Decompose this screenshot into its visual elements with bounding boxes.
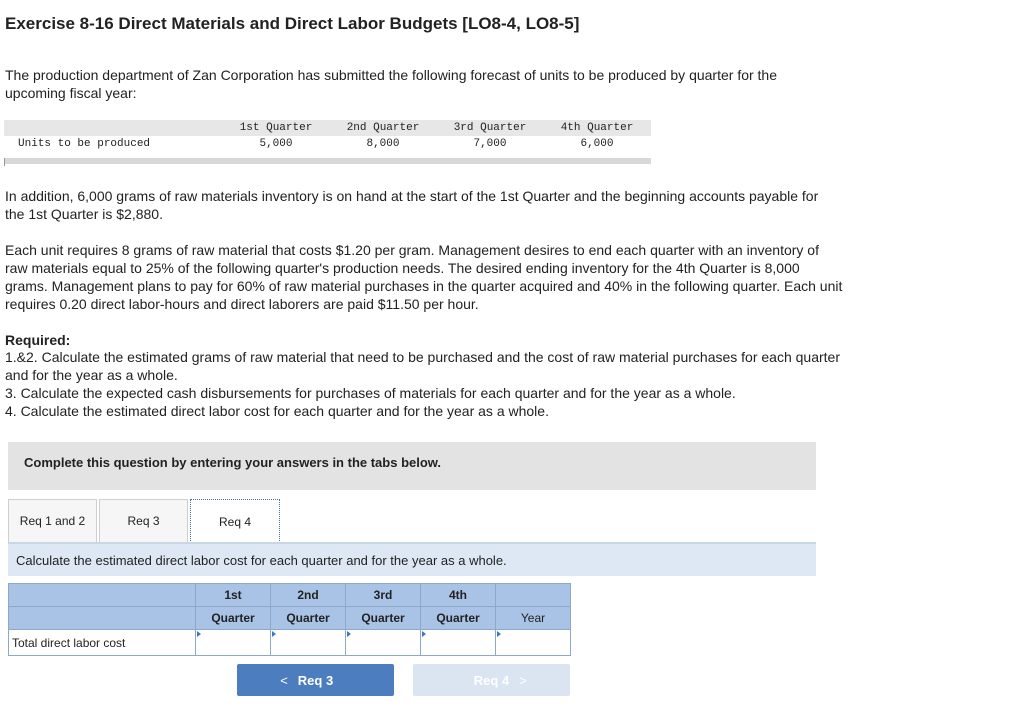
answer-header-row-bottom	[9, 607, 571, 630]
answer-header-row-top	[9, 584, 571, 607]
forecast-q3-header: 3rd Quarter	[453, 122, 527, 134]
answer-header-q3: 3rd	[346, 584, 421, 607]
paragraph-line: In addition, 6,000 grams of raw materials inventory is on hand at the start of the 1st Quarter and the beginning accounts payable for	[5, 188, 819, 204]
answer-header-year-top	[496, 584, 571, 607]
q3-labor-cost-input[interactable]	[346, 630, 420, 655]
year-labor-cost-input[interactable]	[496, 630, 570, 655]
paragraph-line: the 1st Quarter is $2,880.	[5, 206, 163, 222]
question-text: Calculate the estimated direct labor cost for each quarter and for the year as a whole.	[16, 553, 507, 568]
forecast-q3-value: 7,000	[473, 138, 507, 150]
requirements-paragraph	[5, 241, 910, 313]
answer-header-blank	[9, 584, 196, 607]
next-req-label: Req 4	[473, 672, 510, 688]
answer-cell-q4[interactable]	[421, 630, 496, 656]
input-marker-icon	[422, 631, 426, 637]
answer-cell-q1[interactable]	[196, 630, 271, 656]
answer-header-q4: 4th	[421, 584, 496, 607]
forecast-table-scrollbar[interactable]	[4, 158, 651, 164]
q2-labor-cost-input[interactable]	[271, 630, 345, 655]
answer-cell-q3[interactable]	[346, 630, 421, 656]
answer-row	[9, 630, 571, 656]
paragraph-line: grams. Management plans to pay for 60% of raw material purchases in the quarter acquired and 40% in the following quarter. Each unit	[5, 278, 843, 294]
q1-labor-cost-input[interactable]	[196, 630, 270, 655]
answer-header-q1: 1st	[196, 584, 271, 607]
input-marker-icon	[197, 631, 201, 637]
next-req-button[interactable]	[413, 664, 570, 696]
prev-req-button[interactable]	[237, 664, 394, 696]
forecast-q2-header: 2nd Quarter	[346, 122, 420, 134]
required-item: 4. Calculate the estimated direct labor cost for each quarter and for the year as a whole.	[5, 403, 549, 419]
inventory-paragraph	[5, 187, 910, 223]
forecast-q4-value: 6,000	[580, 138, 614, 150]
answer-cell-q2[interactable]	[271, 630, 346, 656]
tab-req-1-and-2[interactable]: Req 1 and 2	[8, 499, 97, 543]
prev-req-label: Req 3	[297, 672, 334, 688]
answer-header-quarter: Quarter	[196, 607, 271, 630]
answer-header-blank	[9, 607, 196, 630]
answer-table	[8, 583, 571, 656]
instructions-text: Complete this question by entering your answers in the tabs below.	[24, 455, 442, 470]
forecast-q1-header: 1st Quarter	[239, 122, 313, 134]
forecast-q4-header: 4th Quarter	[560, 122, 634, 134]
required-item: 3. Calculate the expected cash disbursements for purchases of materials for each quarter and for the year as a whole.	[5, 385, 736, 401]
answer-header-quarter: Quarter	[271, 607, 346, 630]
paragraph-line: Each unit requires 8 grams of raw material that costs $1.20 per gram. Management desires to end each quarter with an inventory of	[5, 242, 819, 258]
answer-header-q2: 2nd	[271, 584, 346, 607]
answer-header-quarter: Quarter	[346, 607, 421, 630]
required-list	[5, 348, 910, 420]
input-marker-icon	[497, 631, 501, 637]
forecast-table-edge	[4, 158, 5, 166]
chevron-right-icon: >	[519, 672, 527, 688]
tab-req-3[interactable]: Req 3	[99, 499, 188, 543]
intro-line: upcoming fiscal year:	[5, 85, 137, 101]
input-marker-icon	[272, 631, 276, 637]
chevron-left-icon: <	[280, 672, 288, 688]
q4-labor-cost-input[interactable]	[421, 630, 495, 655]
input-marker-icon	[347, 631, 351, 637]
forecast-row-label: Units to be produced	[18, 138, 151, 150]
forecast-q2-value: 8,000	[366, 138, 400, 150]
answer-header-year: Year	[496, 607, 571, 630]
intro-line: The production department of Zan Corporation has submitted the following forecast of units to be produced by quarter for the	[5, 67, 778, 83]
exercise-title: Exercise 8-16 Direct Materials and Direct Labor Budgets [LO8-4, LO8-5]	[5, 14, 580, 33]
intro-paragraph	[5, 66, 910, 102]
required-item: and for the year as a whole.	[5, 367, 178, 383]
paragraph-line: requires 0.20 direct labor-hours and direct laborers are paid $11.50 per hour.	[5, 296, 479, 312]
tab-req-4[interactable]: Req 4	[190, 499, 280, 543]
forecast-q1-value: 5,000	[259, 138, 293, 150]
required-item: 1.&2. Calculate the estimated grams of raw material that need to be purchased and the cost of raw material purchases for each quarter	[5, 349, 841, 365]
answer-header-quarter: Quarter	[421, 607, 496, 630]
answer-row-label: Total direct labor cost	[9, 630, 196, 656]
paragraph-line: raw materials equal to 25% of the following quarter's production needs. The desired ending inventory for the 4th Quarter is 8,000	[5, 260, 800, 276]
required-heading: Required:	[5, 332, 71, 348]
answer-cell-year[interactable]	[496, 630, 571, 656]
